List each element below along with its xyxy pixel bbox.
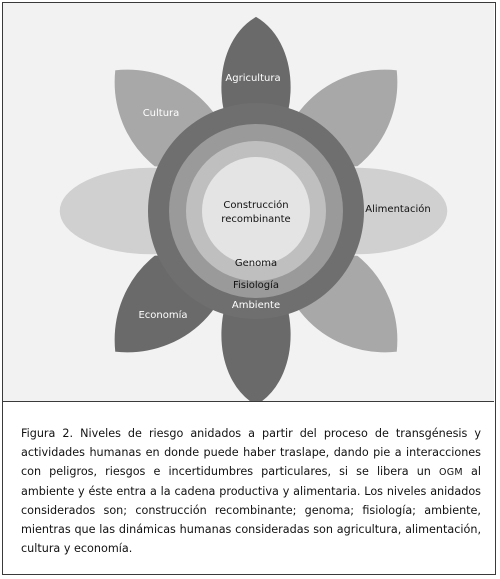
petal-label-economia: Economía: [138, 310, 188, 321]
petal-label-agricultura: Agricultura: [225, 73, 281, 84]
diagram-panel: [3, 3, 494, 402]
ring-label-ambiente: Ambiente: [231, 300, 281, 311]
nested-risk-diagram: [3, 3, 494, 401]
petal-label-cultura: Cultura: [142, 108, 180, 119]
caption-text-start: Figura 2. Niveles de riesgo anidados a partir del proceso de transgénesis y actividades humanas en donde puede haber traslape, dando pie a interacciones con peligros, riesgos e incertidumbres particulares, si se libera un: [21, 427, 481, 478]
core-label-line2: recombinante: [221, 214, 291, 225]
petal-label-alimentacion: Alimentación: [365, 204, 431, 215]
figure-frame: [2, 2, 496, 575]
core-label-line1: Construcción: [223, 200, 289, 211]
figure-caption: [21, 424, 481, 558]
ring-label-fisiologia: Fisiología: [232, 280, 280, 291]
ring-label-genoma: Genoma: [234, 258, 278, 269]
caption-text-end: al ambiente y éste entra a la cadena productiva y alimentaria. Los niveles anidados considerados son; construcción recombinante; genoma; fisiología; ambiente, mientras que las dinámicas humanas consideradas son agricultura, alimentación, cultura y economía.: [21, 465, 481, 555]
caption-abbr-ogm: OGM: [438, 467, 463, 478]
core-construccion: [202, 157, 310, 265]
